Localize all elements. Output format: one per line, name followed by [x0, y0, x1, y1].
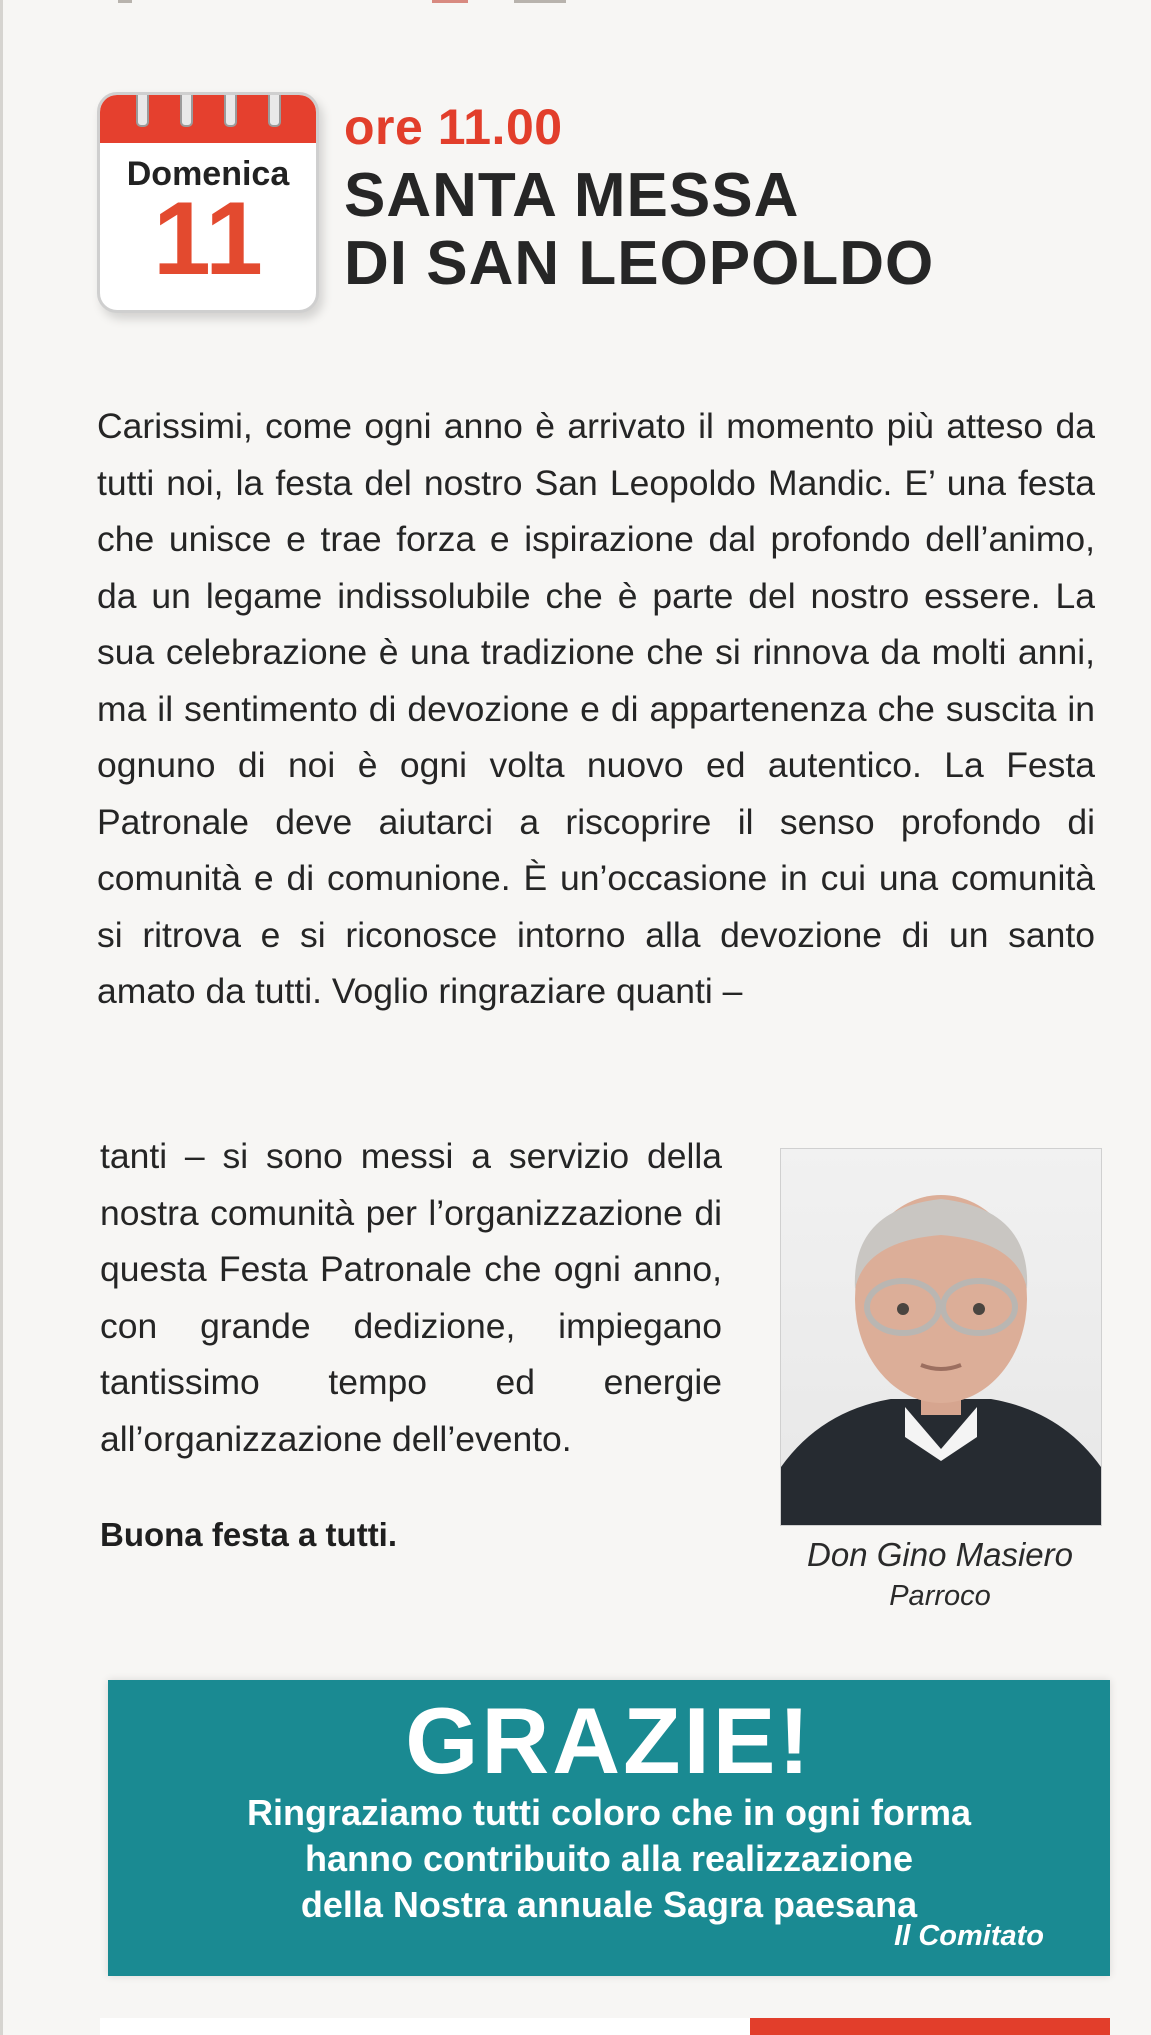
top-print-marks — [0, 0, 1151, 6]
thanks-banner — [108, 1680, 1110, 1976]
bottom-strip-accent — [750, 2018, 1110, 2035]
calendar-day-name: Domenica — [126, 155, 290, 193]
calendar-ring — [224, 92, 237, 127]
calendar-ring — [268, 92, 281, 127]
priest-portrait — [780, 1148, 1102, 1526]
banner-title: GRAZIE! — [405, 1688, 813, 1793]
calendar-ring — [136, 92, 149, 127]
banner-message — [108, 1790, 1110, 1928]
banner-line: Ringraziamo tutti coloro che in ogni forma — [246, 1792, 972, 1833]
calendar-rings — [100, 92, 316, 129]
calendar-ring — [180, 92, 193, 127]
message-paragraph-continued: tanti – si sono messi a servizio della nostra comunità per l’organizzazione di questa Festa Patronale che ogni anno, con grande dedizione, impiegano tantissimo tempo ed energie all’organizzazione dell’evento. — [100, 1136, 722, 1459]
calendar-icon — [97, 92, 319, 313]
event-title-line: DI SAN LEOPOLDO — [344, 229, 935, 298]
bottom-strip — [100, 2018, 1110, 2035]
banner-signature: Il Comitato — [894, 1920, 1044, 1952]
banner-line: della Nostra annuale Sagra paesana — [300, 1884, 918, 1925]
signature-name: Don Gino Masiero — [807, 1536, 1073, 1573]
calendar-day-number: 11 — [153, 181, 263, 297]
message-paragraph: Carissimi, come ogni anno è arrivato il momento più atteso da tutti noi, la festa del nostro San Leopoldo Mandic. E’ una festa che unisce e trae forza e ispirazione dal profondo dell’animo, da un legame indissolubile che è parte del nostro essere. La sua celebrazione è una tradizione che si rinnova da molti anni, ma il sentimento di devozione e di appartenenza che suscita in ognuno di noi è ogni volta nuovo ed autentico. La Festa Patronale deve aiutarci a riscoprire il senso profondo di comunità e di comunione. È un’occasione in cui una comunità si ritrova e si riconosce intorno alla devozione di un santo amato da tutti. Voglio ringraziare quanti – — [97, 406, 1095, 1011]
event-time: ore 11.00 — [344, 99, 563, 155]
portrait-illustration — [781, 1149, 1101, 1525]
page-edge — [0, 0, 3, 2035]
banner-line: hanno contribuito alla realizzazione — [304, 1838, 914, 1879]
event-title-line: SANTA MESSA — [344, 161, 800, 230]
closing-greeting: Buona festa a tutti. — [100, 1516, 398, 1553]
signature-role: Parroco — [889, 1580, 991, 1612]
event-title — [344, 162, 1124, 298]
